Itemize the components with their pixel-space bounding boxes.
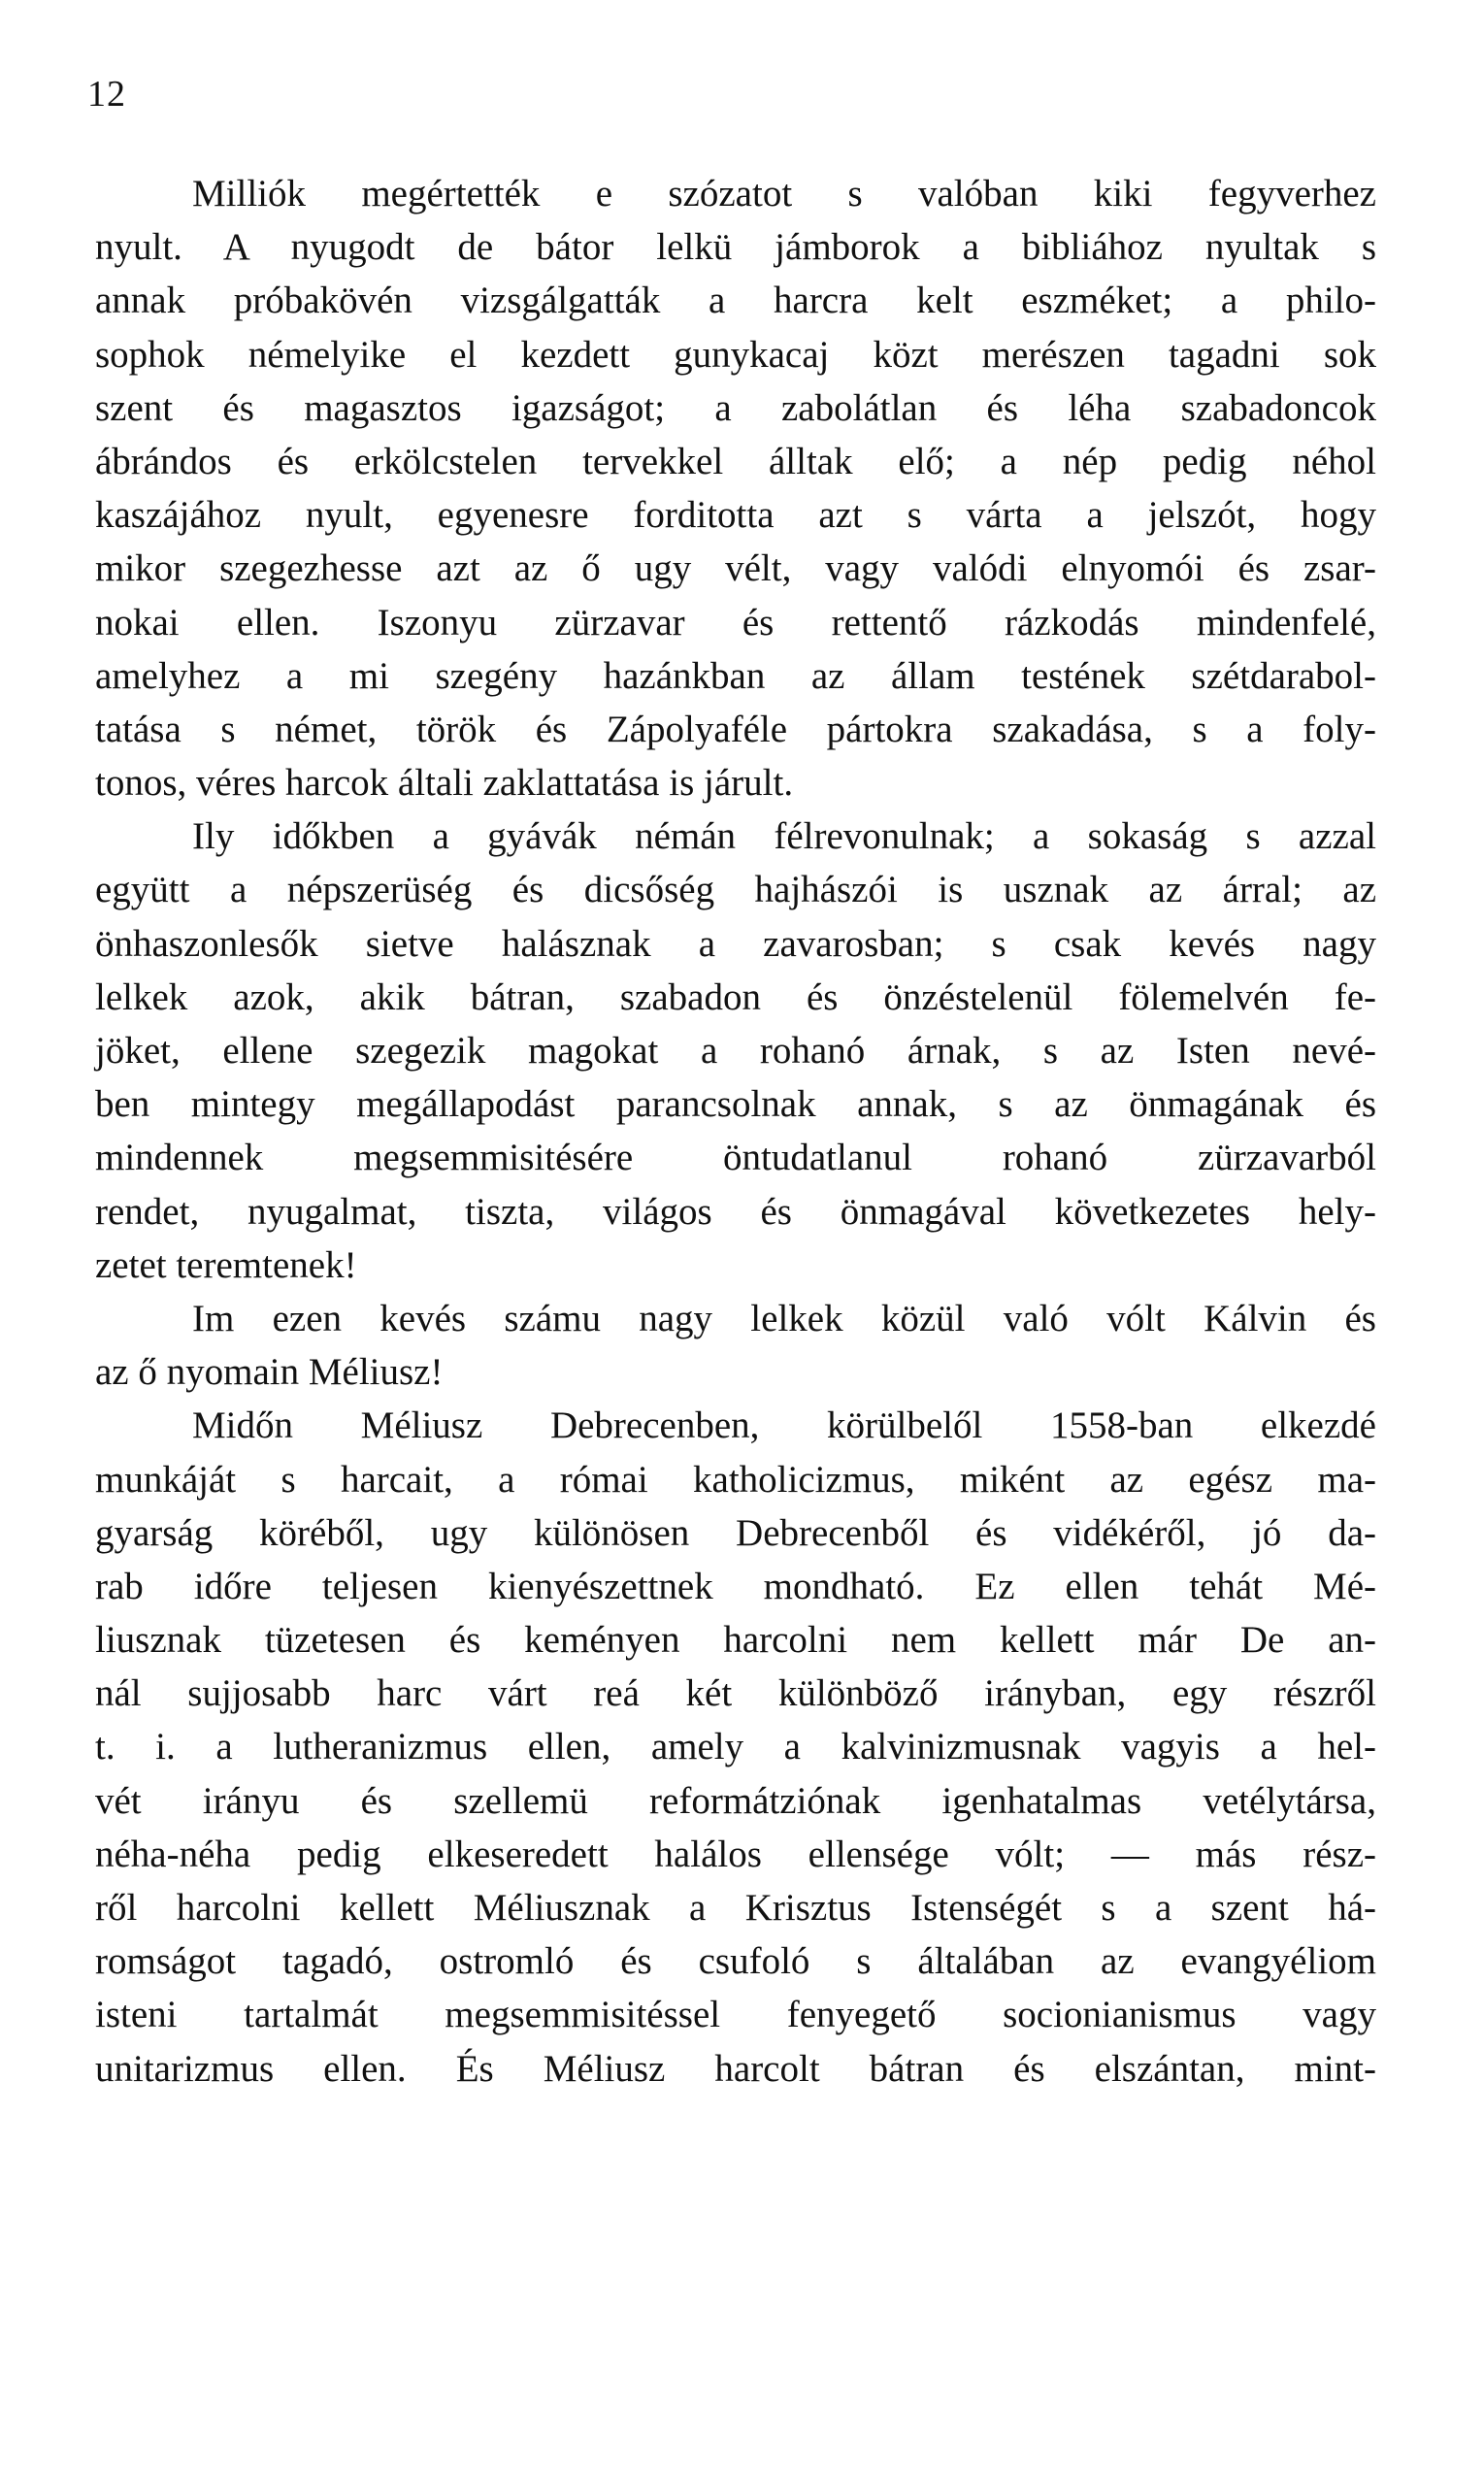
text-line: t. i. a lutheranizmus ellen, amely a kalvinizmusnak vagyis a hel- <box>95 1726 1376 1768</box>
text-line: Milliók megértették e szózatot s valóban kiki fegyverhez <box>192 173 1376 215</box>
text-line: gyarság köréből, ugy különösen Debrecenből és vidékéről, jó da- <box>95 1511 1376 1554</box>
text-line: vét irányu és szellemü reformátziónak igenhatalmas vetélytársa, <box>95 1779 1376 1822</box>
page-number: 12 <box>87 74 126 115</box>
text-line: Midőn Méliusz Debrecenben, körülbelől 1558-ban elkezdé <box>192 1404 1376 1447</box>
text-line: unitarizmus ellen. És Méliusz harcolt bátran és elszántan, mint- <box>95 2047 1376 2090</box>
text-line: Im ezen kevés számu nagy lelkek közül való vólt Kálvin és <box>192 1297 1376 1339</box>
text-line: mindennek megsemmisitésére öntudatlanul rohanó zürzavarból <box>95 1137 1376 1179</box>
text-line: munkáját s harcait, a római katholicizmus, miként az egész ma- <box>95 1458 1376 1501</box>
text-line: ben mintegy megállapodást parancsolnak annak, s az önmagának és <box>95 1083 1376 1126</box>
body-text <box>95 167 1376 2096</box>
text-line: nyult. A nyugodt de bátor lelkü jámborok a bibliához nyultak s <box>95 226 1376 269</box>
text-line: önhaszonlesők sietve halásznak a zavarosban; s csak kevés nagy <box>95 922 1376 965</box>
text-line: nokai ellen. Iszonyu zürzavar és rettentő rázkodás mindenfelé, <box>95 601 1376 644</box>
text-line: amelyhez a mi szegény hazánkban az állam testének szétdarabol- <box>95 654 1376 697</box>
text-line: az ő nyomain Méliusz! <box>95 1351 444 1394</box>
text-line: szent és magasztos igazságot; a zabolátlan és léha szabadoncok <box>95 386 1376 429</box>
text-line: sophok némelyike el kezdett gunykacaj közt merészen tagadni sok <box>95 333 1376 376</box>
text-line: jöket, ellene szegezik magokat a rohanó árnak, s az Isten nevé- <box>95 1030 1376 1072</box>
text-line: zetet teremtenek! <box>95 1243 357 1286</box>
text-line: tonos, véres harcok általi zaklattatása is járult. <box>95 762 794 805</box>
text-line: rab időre teljesen kienyészettnek mondható. Ez ellen tehát Mé- <box>95 1565 1376 1607</box>
text-line: mikor szegezhesse azt az ő ugy vélt, vagy valódi elnyomói és zsar- <box>95 547 1376 590</box>
text-line: romságot tagadó, ostromló és csufoló s általában az evangyéliom <box>95 1940 1376 1983</box>
text-line: együtt a népszerüség és dicsőség hajhászói is usznak az árral; az <box>95 869 1376 911</box>
text-line: annak próbakövén vizsgálgatták a harcra kelt eszméket; a philo- <box>95 280 1376 322</box>
text-line: kaszájához nyult, egyenesre forditotta azt s várta a jelszót, hogy <box>95 494 1376 537</box>
text-line: rendet, nyugalmat, tiszta, világos és önmagával következetes hely- <box>95 1190 1376 1233</box>
text-line: Ily időkben a gyávák némán félrevonulnak; a sokaság s azzal <box>192 815 1376 858</box>
text-line: isteni tartalmát megsemmisitéssel fenyegető socionianismus vagy <box>95 1994 1376 2036</box>
text-line: ábrándos és erkölcstelen tervekkel álltak elő; a nép pedig néhol <box>95 440 1376 482</box>
text-line: tatása s német, török és Zápolyaféle pártokra szakadása, s a foly- <box>95 708 1376 750</box>
text-line: ről harcolni kellett Méliusznak a Krisztus Istenségét s a szent há- <box>95 1887 1376 1929</box>
text-line: liusznak tüzetesen és keményen harcolni nem kellett már De an- <box>95 1619 1376 1662</box>
text-line: néha-néha pedig elkeseredett halálos ellensége vólt; — más rész- <box>95 1833 1376 1875</box>
text-line: nál sujjosabb harc várt reá két különböző irányban, egy részről <box>95 1672 1376 1715</box>
text-line: lelkek azok, akik bátran, szabadon és önzéstelenül fölemelvén fe- <box>95 975 1376 1018</box>
